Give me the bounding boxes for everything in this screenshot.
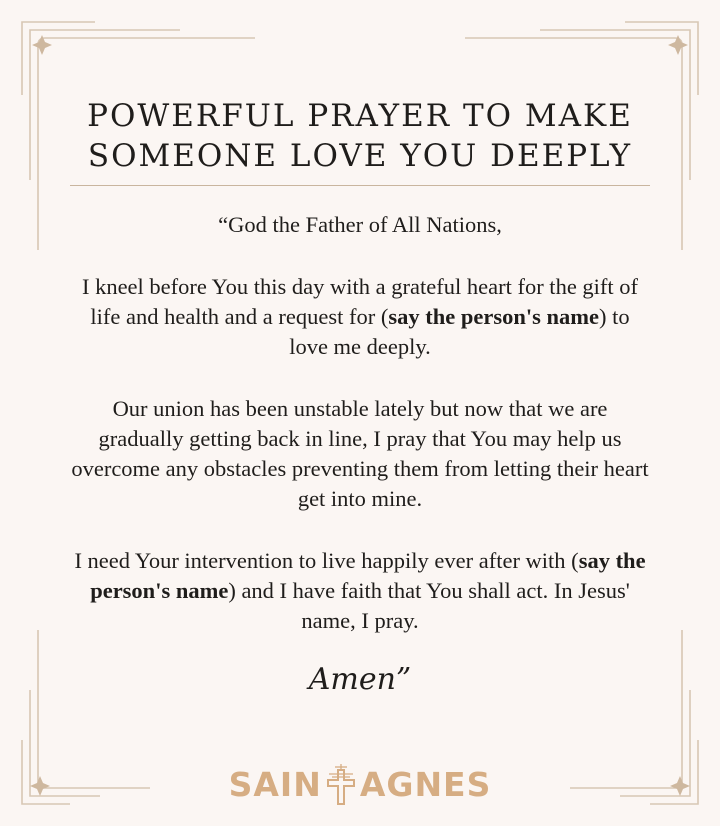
title-line-2: SOMEONE LOVE YOU DEEPLY bbox=[87, 138, 633, 174]
brand-text-right: AGNES bbox=[359, 764, 492, 804]
placeholder-name: say the person's name bbox=[388, 304, 599, 329]
prayer-paragraph-3: I need Your intervention to live happily ever after with (say the person's name) and I have faith that You shall act. In Jesus' name, I pray. bbox=[74, 548, 646, 633]
prayer-paragraph-1: I kneel before You this day with a grateful heart for the gift of life and health and a request for (say the person's name) to love me deeply. bbox=[81, 274, 639, 359]
prayer-paragraph-2: Our union has been unstable lately but now that we are gradually getting back in line, I pray that You may help us overcome any obstacles preventing them from letting their heart get into mine. bbox=[71, 396, 649, 511]
title-line-1: POWERFUL PRAYER TO MAKE bbox=[87, 98, 633, 134]
placeholder-name: say the person's name bbox=[90, 548, 646, 603]
title-divider bbox=[70, 185, 650, 186]
prayer-body bbox=[70, 210, 650, 636]
brand-logo bbox=[160, 762, 560, 806]
prayer-opening: “God the Father of All Nations, bbox=[218, 212, 502, 237]
brand-text-left: SAIN bbox=[228, 764, 322, 804]
prayer-closing: Amen” bbox=[308, 662, 412, 697]
cross-icon bbox=[324, 762, 358, 806]
page-title bbox=[60, 96, 660, 176]
